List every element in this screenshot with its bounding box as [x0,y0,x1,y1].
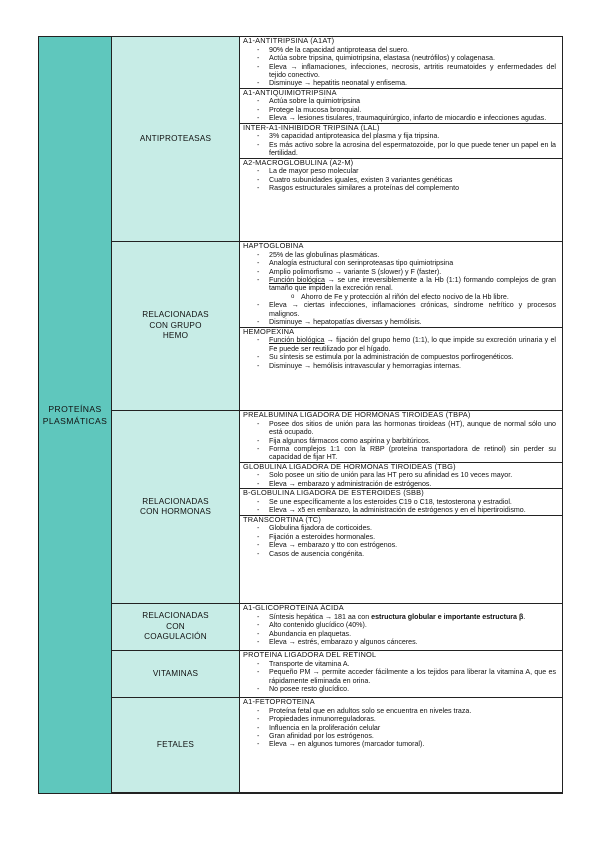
subcategory-label: RELACIONADAS CON GRUPO HEMO [142,310,209,341]
protein-box [240,159,562,193]
protein-facts [243,420,556,462]
protein-name: A1-FETOPROTEINA [243,698,315,706]
fact-item: - La de mayor peso molecular [243,167,556,175]
fact-item: - Síntesis hepática → 181 aa con estructura globular e importante estructura β. [243,613,556,621]
fact-item: - Forma complejos 1:1 con la RBP (proteína transportadora de retinol) sin perder su capacidad de fijar HT. [243,445,556,462]
fact-item: - Actúa sobre la quimiotripsina [243,97,556,105]
fact-item: - Su síntesis se estimula por la administración de compuestos porfirogenéticos. [243,353,556,361]
protein-facts [243,707,556,749]
fact-item: - Cuatro subunidades iguales, existen 3 variantes genéticas [243,176,556,184]
protein-name: B-GLOBULINA LIGADORA DE ESTEROIDES (SBB) [243,489,424,498]
fact-item: - Eleva → embarazo y tto con estrógenos. [243,541,556,549]
fact-item: - Proteína fetal que en adultos solo se encuentra en niveles traza. [243,707,556,715]
protein-box [240,604,562,646]
protein-box [240,489,562,516]
subcategory-content [240,698,562,793]
fact-item: - Eleva → ciertas infecciones, inflamaciones crónicas, síndrome nefrítico y procesos malignos. [243,301,556,318]
protein-name: A1-ANTITRIPSINA (A1AT) [243,37,335,45]
fact-item: - Disminuye → hepatopatías diversas y hemólisis. [243,318,556,326]
fact-item: - Se une específicamente a los esteroides C19 o C18, testosterona y estradiol. [243,498,556,506]
underlined-term: Función biológica [269,275,325,284]
main-category-label: PROTEÍNAS PLASMÁTICAS [42,404,108,426]
protein-name: PROTEINA LIGADORA DEL RETINOL [243,651,377,659]
protein-facts [243,46,556,88]
fact-item: - 3% capacidad antiproteasica del plasma y fija tripsina. [243,132,556,140]
fact-item: - No posee resto glucídico. [243,685,556,693]
protein-facts [243,660,556,694]
protein-name: PREALBUMINA LIGADORA DE HORMONAS TIROIDEAS (TBPA) [243,411,471,419]
fact-item: - Eleva → en algunos tumores (marcador tumoral). [243,740,556,748]
subcategory-label: RELACIONADAS CON HORMONAS [139,496,212,516]
protein-facts [243,132,556,157]
fact-item: - Eleva → embarazo y administración de estrógenos. [243,480,556,488]
protein-facts [243,97,556,122]
protein-box [240,328,562,370]
protein-box [240,651,562,693]
protein-facts [243,498,556,515]
fact-item: - Eleva → estrés, embarazo y algunos cánceres. [243,638,556,646]
protein-box [240,242,562,328]
fact-item: - Actúa sobre tripsina, quimiotripsina, elastasa (neutrófilos) y colagenasa. [243,54,556,62]
fact-item: - Fijación a esteroides hormonales. [243,533,556,541]
protein-name: A1-ANTIQUIMIOTRIPSINA [243,88,337,97]
protein-name: A2-MACROGLOBULINA (A2-M) [243,158,354,167]
protein-facts [243,251,556,327]
protein-name: INTER-A1-INHIBIDOR TRIPSINA (LAL) [243,123,380,132]
fact-item: - Abundancia en plaquetas. [243,630,556,638]
protein-box [240,698,562,749]
protein-facts [243,613,556,647]
fact-item: - Transporte de vitamina A. [243,660,556,668]
subcategory-content [240,604,562,651]
fact-item: - Función biológica → se une irreversiblemente a la Hb (1:1) formando complejos de gran tamaño que impiden la excreción renal. [243,276,556,293]
fact-item: - Función biológica → fijación del grupo hemo (1:1), lo que impide su excreción urinaria y el Fe puede ser reutilizado por el hígado. [243,336,556,353]
protein-box [240,516,562,558]
protein-table [38,36,563,794]
fact-item: - Rasgos estructurales similares a proteínas del complemento [243,184,556,192]
protein-box [240,411,562,463]
fact-item: - Fija algunos fármacos como aspirina y barbitúricos. [243,437,556,445]
fact-item: - Protege la mucosa bronquial. [243,106,556,114]
fact-item: - Eleva → lesiones tisulares, traumaquirúrgico, infarto de miocardio e infecciones agudas. [243,114,556,122]
subcategory-content [240,37,562,242]
subcategory-cell [112,37,240,242]
fact-item: - Es más activo sobre la acrosina del espermatozoide, por lo que puede tener un papel en la fertilidad. [243,141,556,158]
fact-item: - Disminuye → hepatitis neonatal y enfisema. [243,79,556,87]
subcategory-cell [112,242,240,411]
main-category-cell [39,37,112,793]
underlined-term: Función biológica [269,336,325,345]
fact-item: - 90% de la capacidad antiproteasa del suero. [243,46,556,54]
subcategory-label: RELACIONADAS CON COAGULACIÓN [142,611,209,642]
fact-item: - Casos de ausencia congénita. [243,550,556,558]
subcategory-content [240,242,562,411]
fact-item: - Eleva → inflamaciones, infecciones, necrosis, artritis reumatoides y enfermedades del tejido conectivo. [243,63,556,80]
subcategory-content [240,411,562,604]
subcategory-label: VITAMINAS [152,668,199,678]
subcategory-label: FETALES [156,739,195,749]
fact-item: - Posee dos sitios de unión para las hormonas tiroideas (HT), aunque de normal sólo uno está ocupado. [243,420,556,437]
subcategory-cell [112,651,240,698]
fact-item: - Amplio polimorfismo → variante S (slower) y F (faster). [243,268,556,276]
fact-item: o Ahorro de Fe y protección al riñón del efecto nocivo de la Hb libre. [243,293,556,301]
fact-item: - Eleva → x5 en embarazo, la administración de estrógenos y en el hipertiroidismo. [243,506,556,514]
protein-facts [243,524,556,558]
fact-item: - Influencia en la proliferación celular [243,724,556,732]
protein-facts [243,336,556,370]
fact-item: - Disminuye → hemólisis intravascular y hemorragias internas. [243,362,556,370]
subcategory-cell [112,604,240,651]
protein-name: A1-GLICOPROTEINA ÁCIDA [243,604,344,612]
protein-name: HAPTOGLOBINA [243,242,304,250]
protein-name: HEMOPEXINA [243,327,295,336]
protein-box [240,89,562,124]
subcategory-label: ANTIPROTEASAS [139,133,212,143]
fact-item: - Solo posee un sitio de unión para las HT pero su afinidad es 10 veces mayor. [243,471,556,479]
protein-box [240,124,562,159]
subcategory-cell [112,698,240,793]
fact-item: - Alto contenido glucídico (40%). [243,621,556,629]
fact-item: - Pequeño PM → permite acceder fácilmente a los tejidos para liberar la vitamina A, que es rápidamente eliminada en orina. [243,668,556,685]
fact-item: - Gran afinidad por los estrógenos. [243,732,556,740]
protein-name: GLOBULINA LIGADORA DE HORMONAS TIROIDEAS (TBG) [243,462,456,471]
protein-box [240,37,562,89]
subcategory-cell [112,411,240,604]
subcategory-content [240,651,562,698]
fact-item: - Propiedades inmunorreguladoras. [243,715,556,723]
bold-term: estructura globular e importante estructura β [371,612,524,621]
protein-box [240,463,562,490]
protein-facts [243,471,556,488]
protein-name: TRANSCORTINA (TC) [243,515,321,524]
protein-facts [243,167,556,192]
fact-item: - Analogía estructural con serinproteasas tipo quimiotripsina [243,259,556,267]
fact-item: - Globulina fijadora de corticoides. [243,524,556,532]
fact-item: - 25% de las globulinas plasmáticas. [243,251,556,259]
